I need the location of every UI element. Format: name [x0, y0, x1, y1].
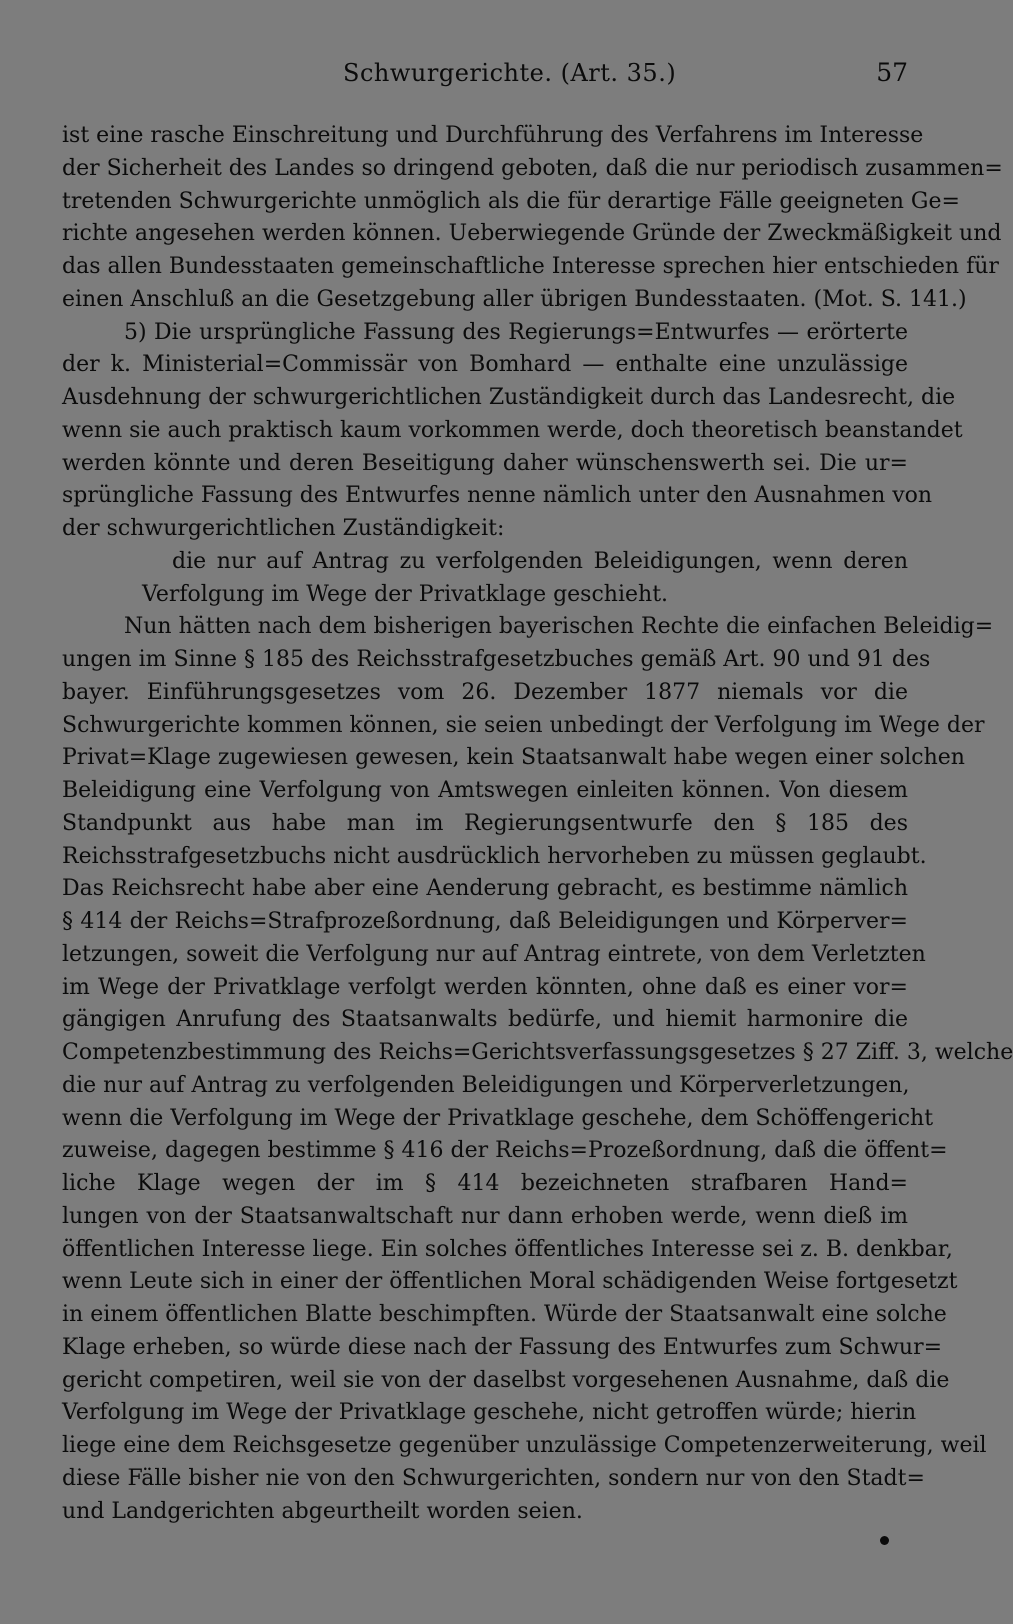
quote-line: Verfolgung im Wege der Privatklage geschieht.	[142, 581, 669, 607]
text-line: Competenzbestimmung des Reichs=Gerichtsverfassungsgesetzes § 27 Ziff. 3, welche	[62, 1040, 1013, 1065]
text-line: wenn sie auch praktisch kaum vorkommen werde, doch theoretisch beanstandet	[62, 417, 963, 443]
text-line: die nur auf Antrag zu verfolgenden Beleidigungen und Körperverletzungen,	[62, 1072, 910, 1098]
text-line: liege eine dem Reichsgesetze gegenüber unzulässige Competenzerweiterung, weil	[62, 1433, 987, 1458]
text-line: einen Anschluß an die Gesetzgebung aller übrigen Bundesstaaten. (Mot. S. 141.)	[62, 286, 967, 312]
text-line: der Sicherheit des Landes so dringend geboten, daß die nur periodisch zusammen=	[62, 155, 1003, 181]
text-line: und Landgerichten abgeurtheilt worden seien.	[62, 1498, 583, 1524]
text-line: 5) Die ursprüngliche Fassung des Regierungs=Entwurfes — erörterte	[124, 319, 908, 345]
text-line: der k. Ministerial=Commissär von Bomhard — enthalte eine unzulässige	[62, 352, 908, 378]
text-line: Schwurgerichte kommen können, sie seien unbedingt der Verfolgung im Wege der	[62, 712, 985, 738]
text-line: Klage erheben, so würde diese nach der Fassung des Entwurfes zum Schwur=	[62, 1334, 943, 1360]
text-line: ist eine rasche Einschreitung und Durchführung des Verfahrens im Interesse	[62, 123, 924, 148]
text-line: tretenden Schwurgerichte unmöglich als die für derartige Fälle geeigneten Ge=	[62, 188, 960, 214]
text-line: ungen im Sinne § 185 des Reichsstrafgesetzbuches gemäß Art. 90 und 91 des	[62, 647, 931, 672]
text-line: werden könnte und deren Beseitigung daher wünschenswerth sei. Die ur=	[62, 450, 908, 476]
text-line: liche Klage wegen der im § 414 bezeichneten strafbaren Hand=	[62, 1171, 908, 1196]
text-line: Standpunkt aus habe man im Regierungsentwurfe den § 185 des	[62, 810, 908, 836]
text-line: gericht competiren, weil sie von der daselbst vorgesehenen Ausnahme, daß die	[62, 1367, 950, 1393]
text-line: Nun hätten nach dem bisherigen bayerischen Rechte die einfachen Beleidig=	[124, 614, 994, 640]
text-line: diese Fälle bisher nie von den Schwurgerichten, sondern nur von den Stadt=	[62, 1465, 925, 1491]
text-line: das allen Bundesstaaten gemeinschaftliche Interesse sprechen hier entschieden für	[62, 254, 999, 279]
text-line: Reichsstrafgesetzbuchs nicht ausdrücklich hervorheben zu müssen geglaubt.	[62, 843, 927, 869]
text-line: gängigen Anrufung des Staatsanwalts bedürfe, und hiemit harmonire die	[62, 1007, 908, 1033]
quote-line: die nur auf Antrag zu verfolgenden Beleidigungen, wenn deren	[172, 548, 908, 574]
text-line: im Wege der Privatklage verfolgt werden könnten, ohne daß es einer vor=	[62, 974, 908, 1000]
text-line: Beleidigung eine Verfolgung von Amtswegen einleiten können. Von diesem	[62, 778, 908, 803]
text-line: zuweise, dagegen bestimme § 416 der Reichs=Prozeßordnung, daß die öffent=	[62, 1138, 948, 1164]
page-number: 57	[876, 58, 908, 87]
text-line: der schwurgerichtlichen Zuständigkeit:	[62, 516, 505, 541]
text-line: Das Reichsrecht habe aber eine Aenderung gebracht, es bestimme nämlich	[62, 876, 908, 902]
text-line: richte angesehen werden können. Ueberwiegende Gründe der Zweckmäßigkeit und	[62, 221, 1002, 247]
running-title: Schwurgerichte. (Art. 35.)	[343, 59, 677, 87]
body-text	[62, 120, 1013, 1528]
text-line: in einem öffentlichen Blatte beschimpften. Würde der Staatsanwalt eine solche	[62, 1302, 947, 1327]
ink-dot	[880, 1536, 889, 1545]
text-line: Verfolgung im Wege der Privatklage geschehe, nicht getroffen würde; hierin	[62, 1400, 917, 1426]
page-header	[62, 58, 908, 98]
text-line: letzungen, soweit die Verfolgung nur auf Antrag eintrete, von dem Verletzten	[62, 941, 926, 967]
text-line: wenn Leute sich in einer der öffentlichen Moral schädigenden Weise fortgesetzt	[62, 1269, 958, 1295]
text-line: sprüngliche Fassung des Entwurfes nenne nämlich unter den Ausnahmen von	[62, 483, 933, 509]
text-line: bayer. Einführungsgesetzes vom 26. Dezember 1877 niemals vor die	[62, 679, 908, 705]
text-line: wenn die Verfolgung im Wege der Privatklage geschehe, dem Schöffengericht	[62, 1105, 934, 1131]
text-line: Privat=Klage zugewiesen gewesen, kein Staatsanwalt habe wegen einer solchen	[62, 745, 965, 771]
text-line: öffentlichen Interesse liege. Ein solches öffentliches Interesse sei z. B. denkbar,	[62, 1236, 953, 1262]
text-line: Ausdehnung der schwurgerichtlichen Zuständigkeit durch das Landesrecht, die	[62, 385, 956, 410]
text-line: § 414 der Reichs=Strafprozeßordnung, daß Beleidigungen und Körperver=	[62, 909, 908, 934]
text-line: lungen von der Staatsanwaltschaft nur dann erhoben werde, wenn dieß im	[62, 1203, 908, 1229]
